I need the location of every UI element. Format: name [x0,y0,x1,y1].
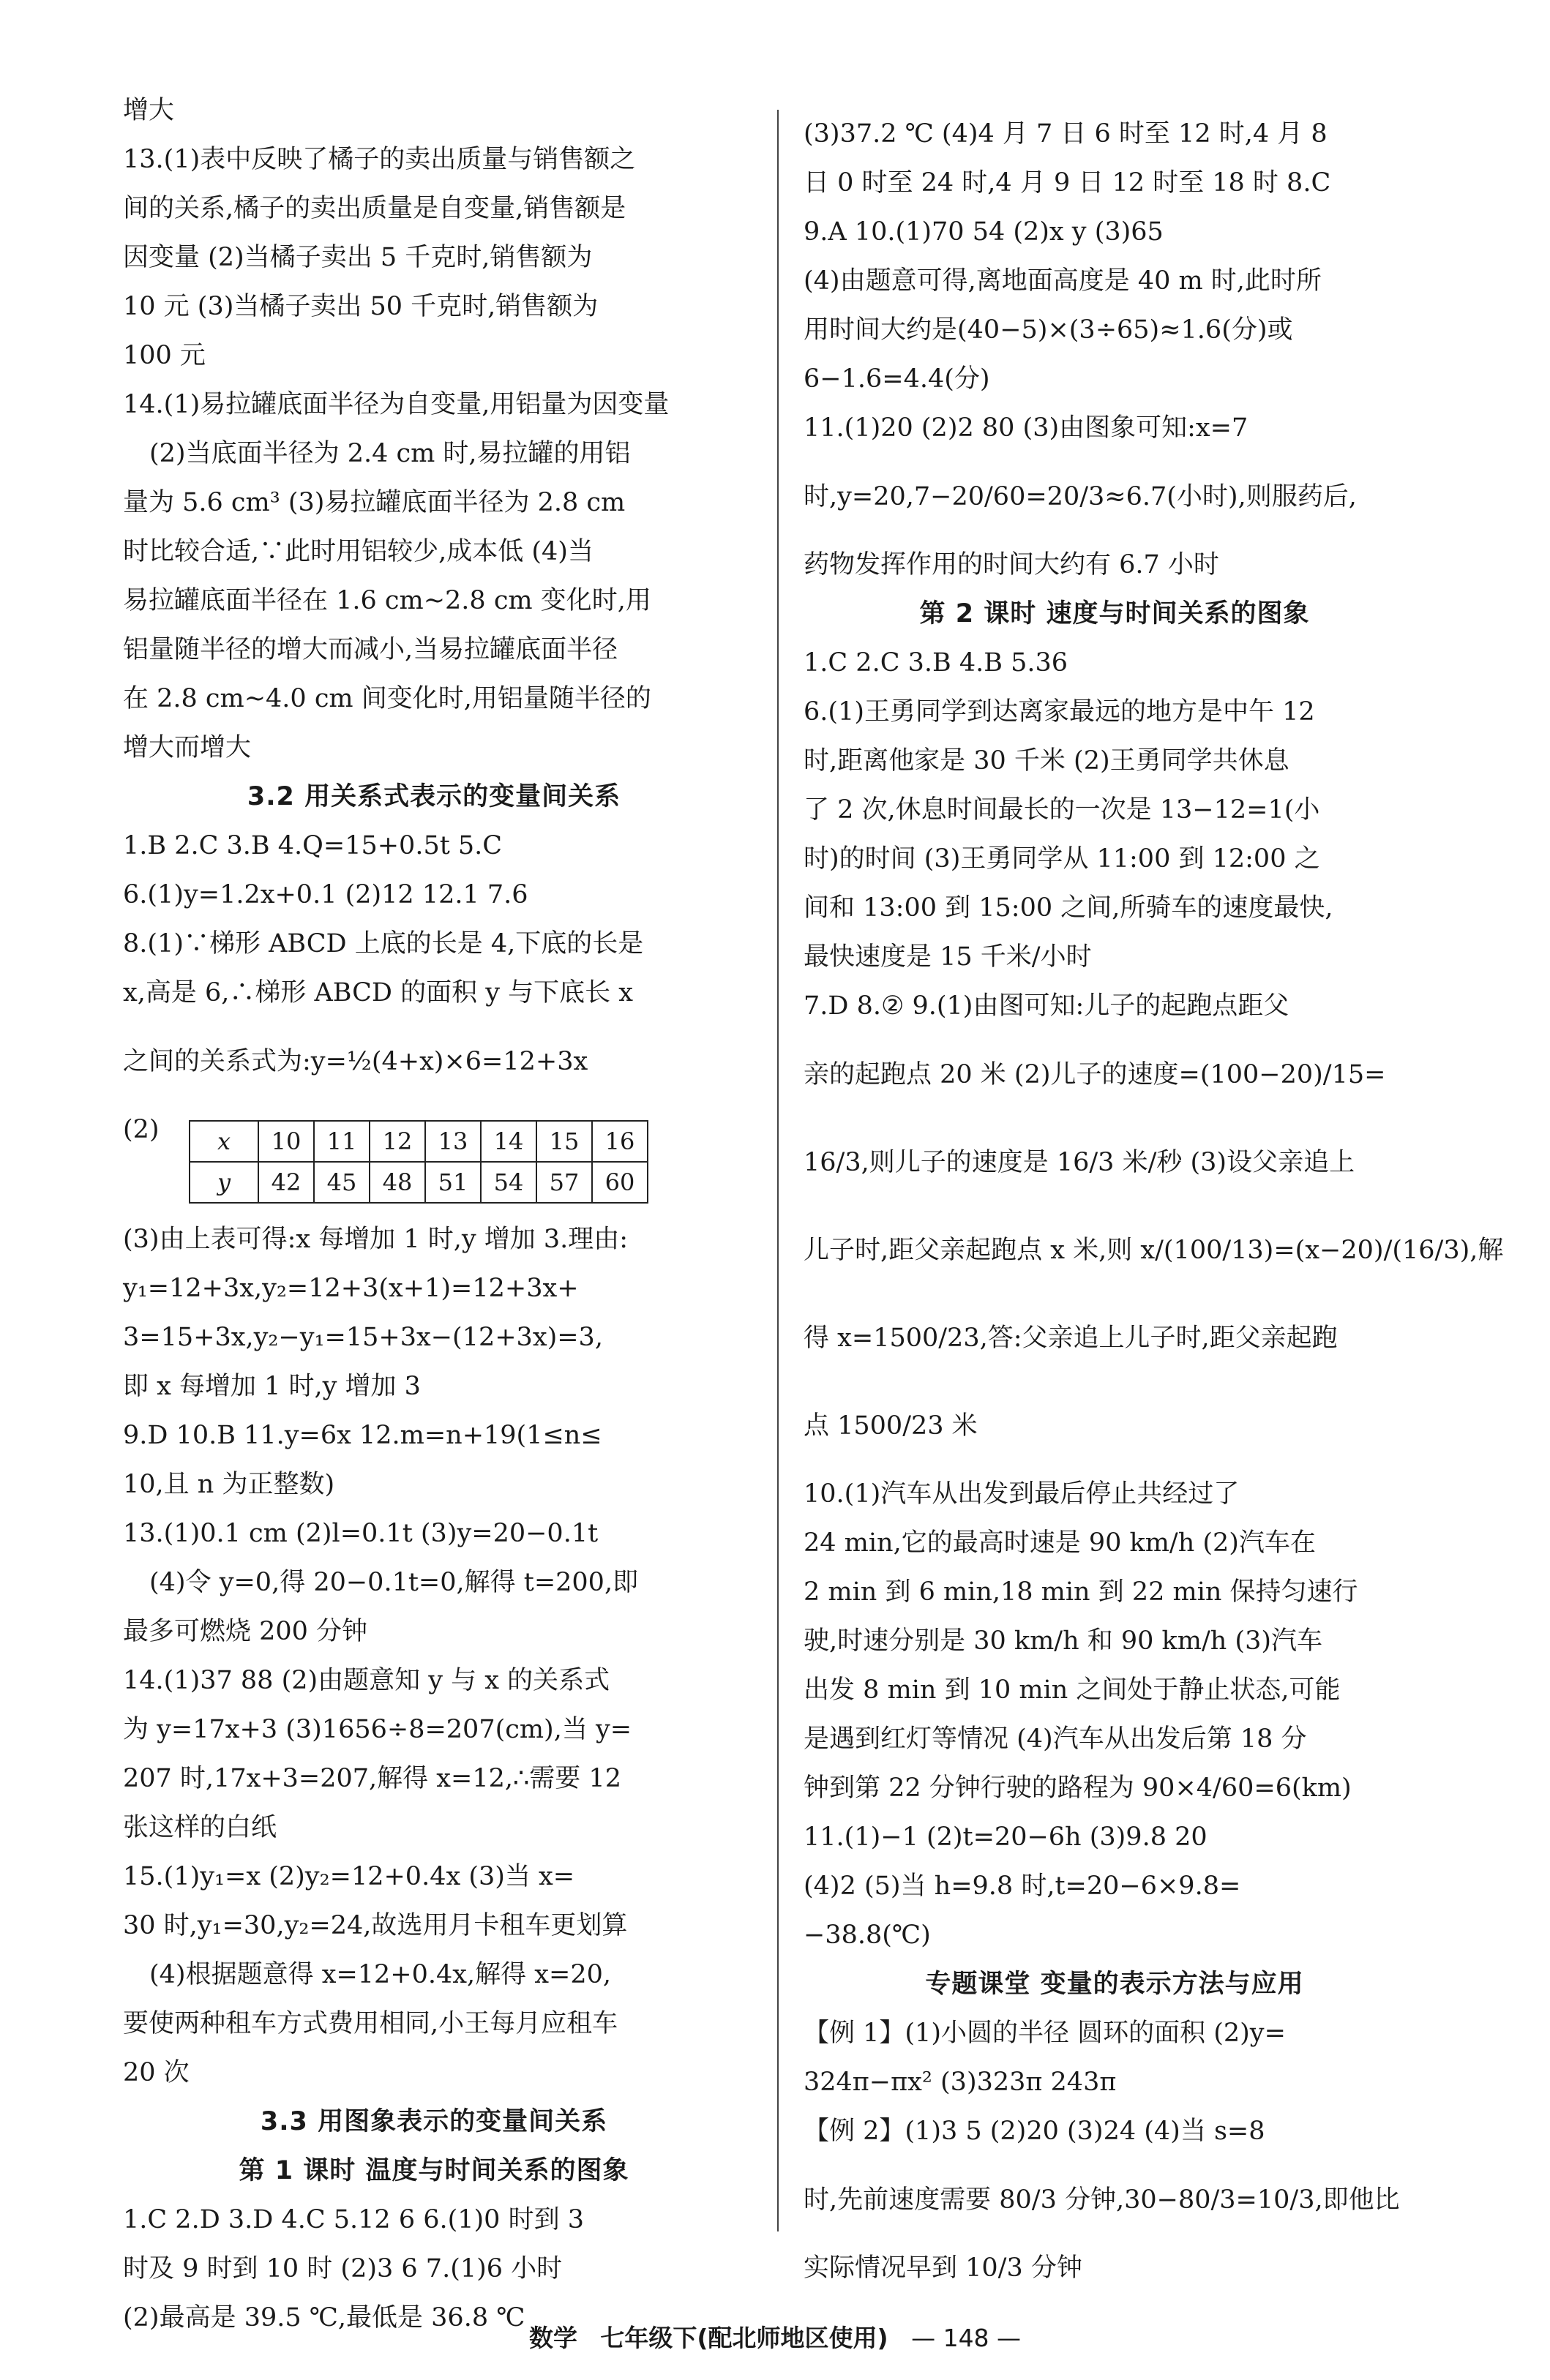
text-line: 实际情况早到 10/3 分钟 [804,2253,1082,2283]
text-line: 时,距离他家是 30 千米 (2)王勇同学共休息 [804,746,1289,776]
text-line: 时,先前速度需要 80/3 分钟,30−80/3=10/3,即他比 [804,2185,1400,2215]
text-line: 13.(1)表中反映了橘子的卖出质量与销售额之 [123,145,636,174]
right-column [804,110,1504,2293]
lesson-heading-2: 第 2 课时 速度与时间关系的图象 [919,599,1310,628]
text-line: 324π−πx² (3)323π 243π [804,2068,1117,2097]
text-line: 1.C 2.D 3.D 4.C 5.12 6 6.(1)0 时到 3 [123,2205,584,2234]
text-line: 时,y=20,7−20/60=20/3≈6.7(小时),则服药后, [804,482,1357,511]
text-line: 量为 5.6 cm³ (3)易拉罐底面半径为 2.8 cm [123,488,626,517]
text-line: 14.(1)37 88 (2)由题意知 y 与 x 的关系式 [123,1666,610,1695]
text-line: 日 0 时至 24 时,4 月 9 日 12 时至 18 时 8.C [804,168,1331,198]
text-line: (4)令 y=0,得 20−0.1t=0,解得 t=200,即 [149,1568,639,1597]
text-line: 11.(1)20 (2)2 80 (3)由图象可知:x=7 [804,413,1248,443]
text-line: 最多可燃烧 200 分钟 [123,1617,368,1646]
table-row [190,1121,648,1162]
text-line: 2 min 到 6 min,18 min 到 22 min 保持匀速行 [804,1577,1358,1607]
text-line: −38.8(℃) [804,1921,931,1950]
text-line: 14.(1)易拉罐底面半径为自变量,用铝量为因变量 [123,390,670,419]
text-line: (4)由题意可得,离地面高度是 40 m 时,此时所 [804,266,1322,296]
text-line: 10 元 (3)当橘子卖出 50 千克时,销售额为 [123,292,599,321]
text-line: 即 x 每增加 1 时,y 增加 3 [123,1372,421,1401]
text-line: 207 时,17x+3=207,解得 x=12,∴需要 12 [123,1764,621,1793]
table-cell: 13 [425,1121,481,1162]
page-number: — 148 — [911,2324,1022,2352]
text-line: (3)37.2 ℃ (4)4 月 7 日 6 时至 12 时,4 月 8 [804,119,1328,149]
text-line: 驶,时速分别是 30 km/h 和 90 km/h (3)汽车 [804,1626,1322,1656]
text-line: 增大而增大 [123,733,252,762]
text-line: y₁=12+3x,y₂=12+3(x+1)=12+3x+ [123,1274,579,1303]
text-line: 30 时,y₁=30,y₂=24,故选用月卡租车更划算 [123,1911,628,1940]
text-line: 9.A 10.(1)70 54 (2)x y (3)65 [804,217,1164,247]
text-line: 16/3,则儿子的速度是 16/3 米/秒 (3)设父亲追上 [804,1148,1355,1177]
section-heading-3-3: 3.3 用图象表示的变量间关系 [260,2107,608,2136]
text-line: 24 min,它的最高时速是 90 km/h (2)汽车在 [804,1528,1316,1558]
text-line: 点 1500/23 米 [804,1411,978,1441]
text-line: 11.(1)−1 (2)t=20−6h (3)9.8 20 [804,1822,1208,1852]
table-header-y: y [190,1162,258,1203]
page-footer [0,2319,1550,2354]
table-cell: 14 [481,1121,536,1162]
text-line: 10.(1)汽车从出发到最后停止共经过了 [804,1479,1240,1509]
text-line: 15.(1)y₁=x (2)y₂=12+0.4x (3)当 x= [123,1862,575,1891]
table-cell: 45 [314,1162,370,1203]
text-line: 9.D 10.B 11.y=6x 12.m=n+19(1≤n≤ [123,1421,602,1450]
text-line: 6−1.6=4.4(分) [804,364,990,394]
left-column [123,86,745,2343]
table-cell: 51 [425,1162,481,1203]
topic-heading: 专题课堂 变量的表示方法与应用 [925,1970,1304,1999]
text-line: 13.(1)0.1 cm (2)l=0.1t (3)y=20−0.1t [123,1519,599,1548]
table-cell: 54 [481,1162,536,1203]
text-line: 20 次 [123,2058,190,2087]
text-line: 100 元 [123,341,206,370]
text-line: 药物发挥作用的时间大约有 6.7 小时 [804,550,1219,579]
text-line: 6.(1)y=1.2x+0.1 (2)12 12.1 7.6 [123,880,528,909]
text-line: 间和 13:00 到 15:00 之间,所骑车的速度最快, [804,893,1333,923]
text-line: 间的关系,橘子的卖出质量是自变量,销售额是 [123,194,626,223]
text-line: (2)当底面半径为 2.4 cm 时,易拉罐的用铝 [149,439,631,468]
text-line: 时比较合适,∵此时用铝较少,成本低 (4)当 [123,537,594,566]
table-row [190,1162,648,1203]
table-cell: 10 [258,1121,314,1162]
text-line: 因变量 (2)当橘子卖出 5 千克时,销售额为 [123,243,593,272]
text-line: (4)根据题意得 x=12+0.4x,解得 x=20, [149,1960,612,1989]
table-cell: 16 [592,1121,648,1162]
text-line: 钟到第 22 分钟行驶的路程为 90×4/60=6(km) [804,1773,1352,1803]
table-header-x: x [190,1121,258,1162]
xy-table [189,1120,648,1204]
table-label: (2) [123,1115,160,1144]
column-divider [777,110,779,2231]
text-line: 张这样的白纸 [123,1813,277,1842]
text-line: (2)最高是 39.5 ℃,最低是 36.8 ℃ [123,2303,525,2332]
table-cell: 48 [370,1162,425,1203]
text-line: 是遇到红灯等情况 (4)汽车从出发后第 18 分 [804,1724,1307,1754]
text-line: 之间的关系式为:y=½(4+x)×6=12+3x [123,1047,588,1076]
text-line: 铝量随半径的增大而减小,当易拉罐底面半径 [123,635,618,664]
table-cell: 60 [592,1162,648,1203]
lesson-heading-1: 第 1 课时 温度与时间关系的图象 [239,2156,629,2185]
text-line: (4)2 (5)当 h=9.8 时,t=20−6×9.8= [804,1872,1241,1901]
text-line: 7.D 8.② 9.(1)由图可知:儿子的起跑点距父 [804,991,1289,1021]
footer-grade: 七年级下(配北师地区使用) [600,2324,888,2352]
text-line: 时及 9 时到 10 时 (2)3 6 7.(1)6 小时 [123,2254,563,2283]
text-line: x,高是 6,∴梯形 ABCD 的面积 y 与下底长 x [123,978,634,1007]
text-line: (3)由上表可得:x 每增加 1 时,y 增加 3.理由: [123,1225,629,1254]
text-line: 出发 8 min 到 10 min 之间处于静止状态,可能 [804,1675,1341,1705]
text-line: 3=15+3x,y₂−y₁=15+3x−(12+3x)=3, [123,1323,603,1352]
table-cell: 15 [536,1121,592,1162]
text-line: 得 x=1500/23,答:父亲追上儿子时,距父亲起跑 [804,1324,1338,1353]
text-line: 为 y=17x+3 (3)1656÷8=207(cm),当 y= [123,1715,632,1744]
footer-subject: 数学 [528,2324,577,2352]
table-cell: 12 [370,1121,425,1162]
text-line: 要使两种租车方式费用相同,小王每月应租车 [123,2009,618,2038]
text-line: 在 2.8 cm~4.0 cm 间变化时,用铝量随半径的 [123,684,651,713]
text-line: 8.(1)∵梯形 ABCD 上底的长是 4,下底的长是 [123,929,644,958]
text-line: 用时间大约是(40−5)×(3÷65)≈1.6(分)或 [804,315,1293,345]
table-cell: 57 [536,1162,592,1203]
text-line: 增大 [123,96,175,125]
text-line: 【例 2】(1)3 5 (2)20 (3)24 (4)当 s=8 [804,2117,1265,2146]
text-line: 儿子时,距父亲起跑点 x 米,则 x/(100/13)=(x−20)/(16/3),解 [804,1236,1504,1265]
text-line: 1.C 2.C 3.B 4.B 5.36 [804,648,1068,677]
text-line: 1.B 2.C 3.B 4.Q=15+0.5t 5.C [123,831,503,860]
text-line: 亲的起跑点 20 米 (2)儿子的速度=(100−20)/15= [804,1060,1386,1089]
text-line: 了 2 次,休息时间最长的一次是 13−12=1(小 [804,795,1320,825]
text-line: 易拉罐底面半径在 1.6 cm~2.8 cm 变化时,用 [123,586,651,615]
table-cell: 42 [258,1162,314,1203]
text-line: 最快速度是 15 千米/小时 [804,942,1092,972]
xy-table-block [123,1105,745,1215]
table-cell: 11 [314,1121,370,1162]
text-line: 【例 1】(1)小圆的半径 圆环的面积 (2)y= [804,2019,1286,2048]
text-line: 6.(1)王勇同学到达离家最远的地方是中午 12 [804,697,1315,727]
text-line: 10,且 n 为正整数) [123,1470,335,1499]
section-heading-3-2: 3.2 用关系式表示的变量间关系 [247,782,621,811]
text-line: 时)的时间 (3)王勇同学从 11:00 到 12:00 之 [804,844,1320,874]
